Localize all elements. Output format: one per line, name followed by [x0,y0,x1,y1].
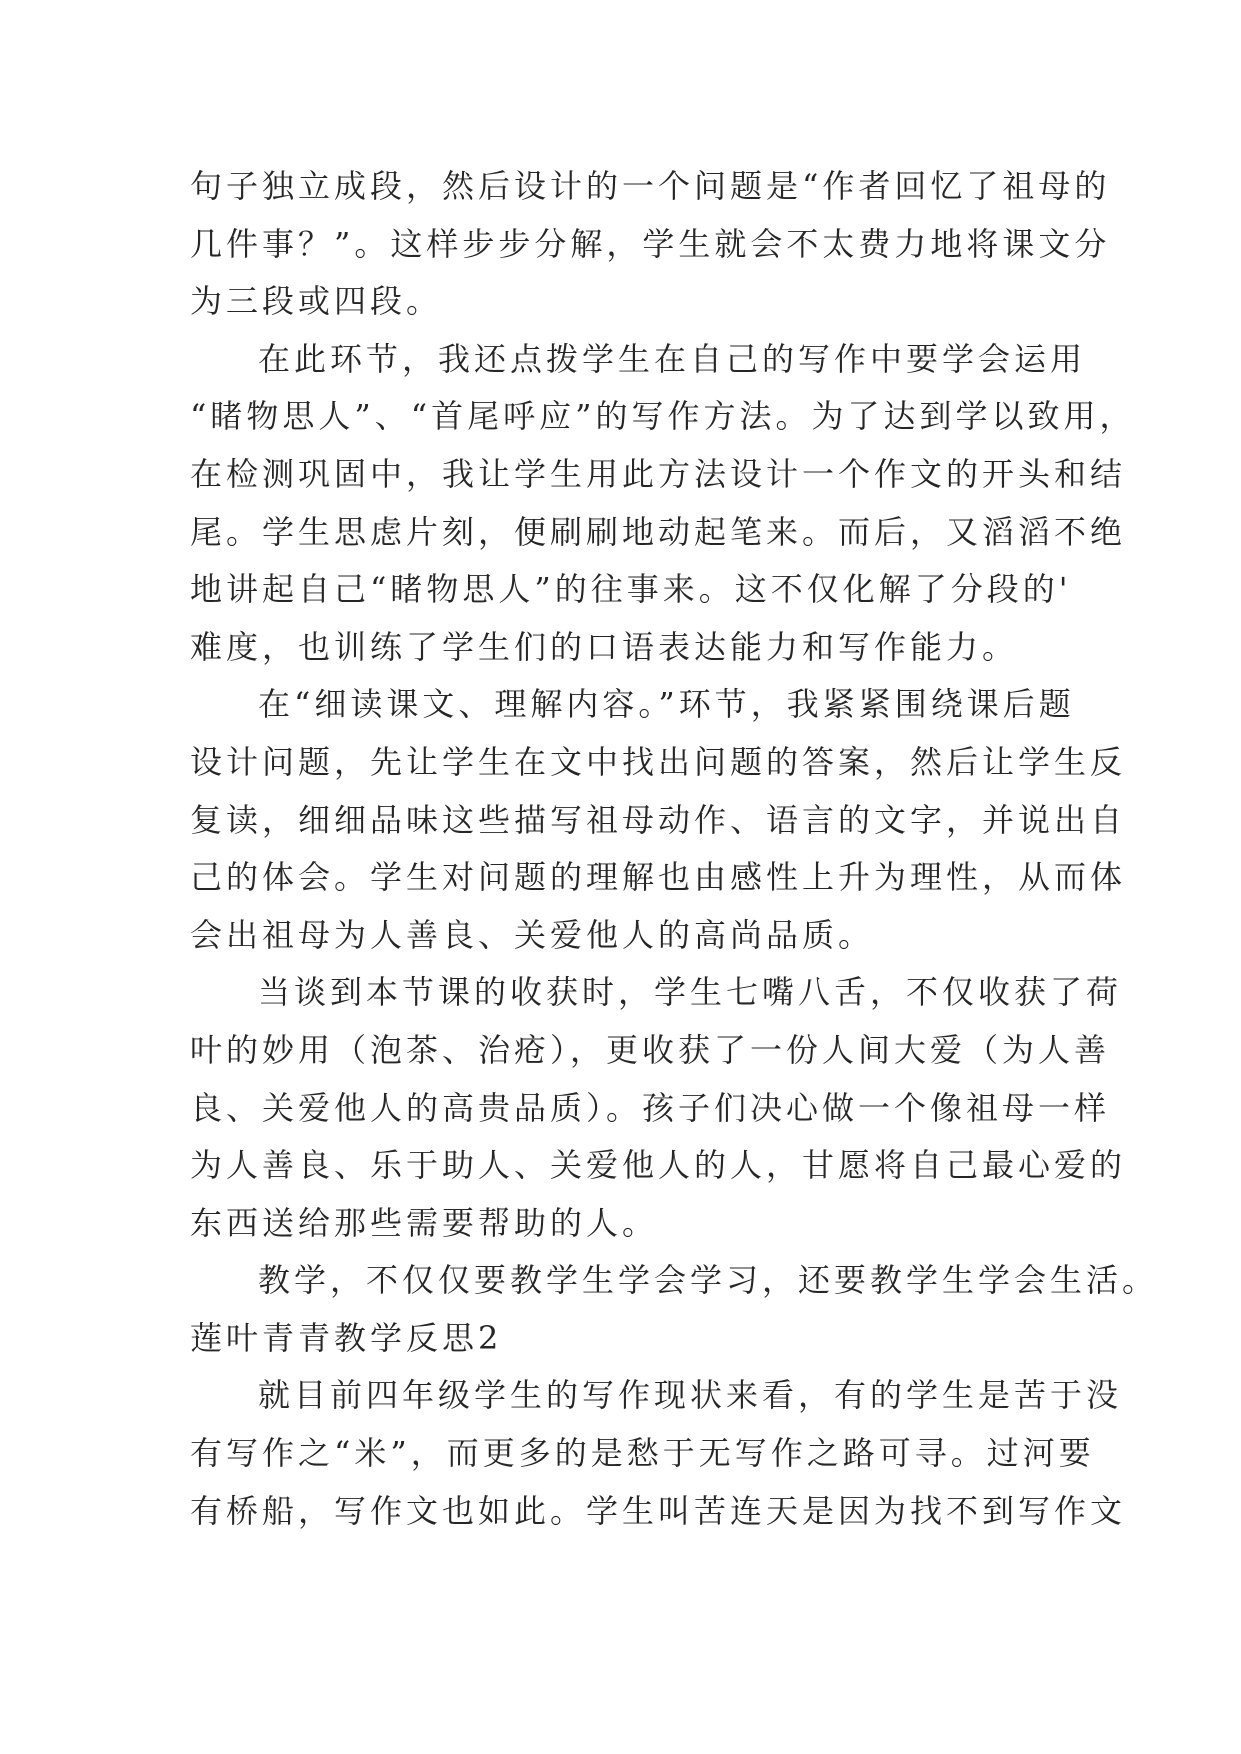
text-line-14: 会出祖母为人善良、关爱他人的高尚品质。 [190,915,875,954]
text-line-1: 句子独立成段，然后设计的一个问题是“作者回忆了祖母的 [190,167,1111,205]
text-line-22: 就目前四年级学生的写作现状来看，有的学生是苦于没 [258,1376,1123,1415]
text-line-10: 在“细读课文、理解内容。”环节，我紧紧围绕课后题 [258,685,1075,724]
text-line-24: 有桥船，写作文也如此。学生叫苦连天是因为找不到写作文 [190,1491,1127,1530]
text-line-9: 难度，也训练了学生们的口语表达能力和写作能力。 [190,627,1019,666]
text-line-17: 良、关爱他人的高贵品质）。孩子们决心做一个像祖母一样 [190,1088,1111,1127]
text-line-16: 叶的妙用（泡茶、治疮），更收获了一份人间大爱（为人善 [190,1030,1111,1069]
text-line-5: “睹物思人”、“首尾呼应”的写作方法。为了达到学以致用， [190,397,1136,436]
text-line-2: 几件事？”。这样步步分解，学生就会不太费力地将课文分 [190,224,1111,263]
text-line-19: 东西送给那些需要帮助的人。 [190,1203,659,1242]
text-line-4: 在此环节，我还点拨学生在自己的写作中要学会运用 [258,339,1087,378]
text-line-23: 有写作之“米”，而更多的是愁于无写作之路可寻。过河要 [190,1434,1095,1473]
text-line-6: 在检测巩固中，我让学生用此方法设计一个作文的开头和结 [190,454,1127,493]
text-line-20: 教学，不仅仅要教学生学会学习，还要教学生学会生活。 [258,1261,1159,1300]
section-heading: 莲叶青青教学反思2 [190,1318,503,1357]
text-line-13: 己的体会。学生对问题的理解也由感性上升为理性，从而体 [190,858,1127,897]
text-line-15: 当谈到本节课的收获时，学生七嘴八舌，不仅收获了荷 [258,973,1123,1012]
text-line-18: 为人善良、乐于助人、关爱他人的人，甘愿将自己最心爱的 [190,1146,1127,1185]
text-line-7: 尾。学生思虑片刻，便刷刷地动起笔来。而后，又滔滔不绝 [190,512,1127,551]
text-line-12: 复读，细细品味这些描写祖母动作、语言的文字，并说出自 [190,800,1127,839]
document-body [190,158,1159,1540]
text-line-8: 地讲起自己“睹物思人”的往事来。这不仅化解了分段的' [190,570,1072,609]
text-line-11: 设计问题，先让学生在文中找出问题的答案，然后让学生反 [190,742,1127,781]
text-line-3: 为三段或四段。 [190,282,443,321]
